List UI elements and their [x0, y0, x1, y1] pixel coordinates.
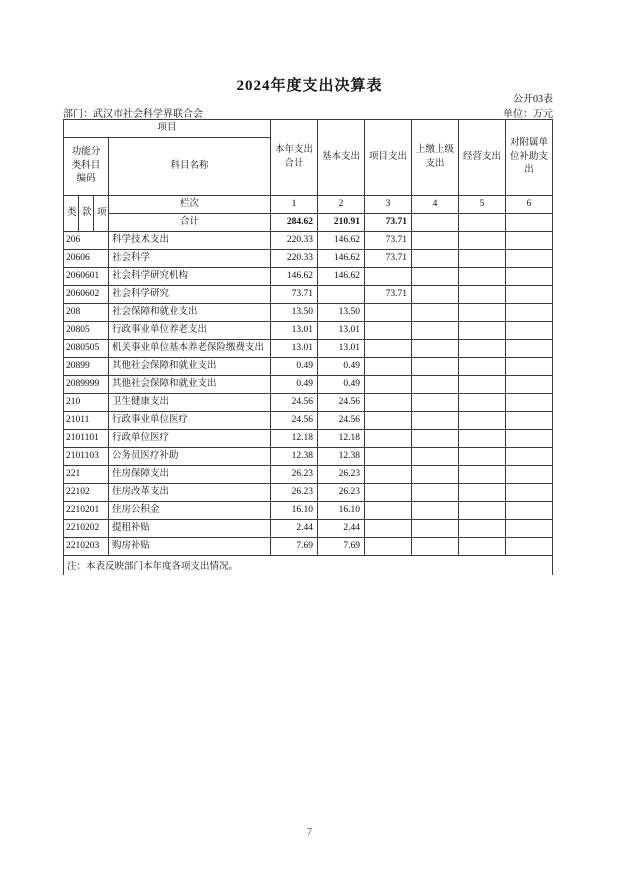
row-value: 13.01: [271, 340, 318, 358]
row-code: 20606: [64, 250, 109, 268]
table-row: [64, 358, 553, 376]
header-item: 项: [94, 196, 109, 232]
table-note: 注：本表反映部门本年度各项支出情况。: [63, 556, 553, 575]
row-subject-name: 住房公积金: [109, 502, 271, 520]
row-value: 146.62: [318, 232, 365, 250]
row-value: 73.71: [271, 286, 318, 304]
row-subject-name: 科学技术支出: [109, 232, 271, 250]
row-subject-name: 公务员医疗补助: [109, 448, 271, 466]
row-code: 2210201: [64, 502, 109, 520]
row-code: 210: [64, 394, 109, 412]
total-value-2: 210.91: [318, 214, 365, 232]
row-value: [506, 484, 553, 502]
column-index-4: 4: [412, 196, 459, 214]
row-value: [506, 268, 553, 286]
row-value: [459, 538, 506, 556]
row-code: 2060601: [64, 268, 109, 286]
total-value-1: 284.62: [271, 214, 318, 232]
row-value: [459, 376, 506, 394]
table-row: [64, 466, 553, 484]
row-value: [365, 448, 412, 466]
table-row: [64, 268, 553, 286]
table-code-label: 公开03表: [513, 94, 553, 105]
unit-label: 单位：万元: [503, 109, 553, 120]
row-value: [412, 232, 459, 250]
row-value: [412, 376, 459, 394]
row-value: 146.62: [318, 250, 365, 268]
header-col-basic: 基本支出: [318, 120, 365, 196]
row-code: 20899: [64, 358, 109, 376]
row-value: [506, 520, 553, 538]
row-subject-name: 社会科学研究机构: [109, 268, 271, 286]
row-code: 22102: [64, 484, 109, 502]
row-value: [412, 412, 459, 430]
header-row-project: [64, 120, 553, 138]
row-value: [365, 358, 412, 376]
row-value: [412, 322, 459, 340]
row-value: [412, 484, 459, 502]
row-value: [459, 430, 506, 448]
row-subject-name: 行政单位医疗: [109, 430, 271, 448]
row-code: 221: [64, 466, 109, 484]
row-value: 2.44: [318, 520, 365, 538]
row-value: [365, 520, 412, 538]
row-value: 0.49: [271, 358, 318, 376]
row-value: 24.56: [318, 412, 365, 430]
row-value: [506, 430, 553, 448]
header-lanci-label: 栏次: [109, 196, 271, 214]
table-row: [64, 286, 553, 304]
row-value: [365, 502, 412, 520]
row-value: [459, 250, 506, 268]
column-index-5: 5: [459, 196, 506, 214]
header-subject-name: 科目名称: [109, 138, 271, 196]
expenditure-table: [63, 119, 553, 556]
row-code: 20805: [64, 322, 109, 340]
row-value: [365, 412, 412, 430]
row-code: 2210202: [64, 520, 109, 538]
row-subject-name: 住房改革支出: [109, 484, 271, 502]
row-value: [459, 304, 506, 322]
row-value: [459, 322, 506, 340]
row-code: 2080505: [64, 340, 109, 358]
row-value: [506, 466, 553, 484]
table-row: [64, 448, 553, 466]
row-value: [459, 286, 506, 304]
row-value: 73.71: [365, 286, 412, 304]
row-value: [318, 286, 365, 304]
row-value: [506, 322, 553, 340]
row-value: [506, 412, 553, 430]
row-value: [506, 376, 553, 394]
row-subject-name: 机关事业单位基本养老保险缴费支出: [109, 340, 271, 358]
row-value: 26.23: [318, 466, 365, 484]
row-value: [365, 394, 412, 412]
row-value: 12.38: [318, 448, 365, 466]
row-value: 73.71: [365, 232, 412, 250]
table-row: [64, 340, 553, 358]
row-subject-name: 社会科学: [109, 250, 271, 268]
row-value: [506, 304, 553, 322]
row-code: 21011: [64, 412, 109, 430]
row-value: [459, 502, 506, 520]
row-value: [459, 340, 506, 358]
row-subject-name: 购房补贴: [109, 538, 271, 556]
total-row: [64, 214, 553, 232]
row-value: [459, 268, 506, 286]
department-label: 部门：武汉市社会科学界联合会: [63, 109, 203, 120]
row-value: [365, 322, 412, 340]
header-class: 类: [64, 196, 79, 232]
total-value-6: [506, 214, 553, 232]
meta-row: [63, 105, 553, 120]
row-value: [412, 268, 459, 286]
row-value: 7.69: [318, 538, 365, 556]
table-row: [64, 412, 553, 430]
column-index-1: 1: [271, 196, 318, 214]
row-value: [506, 448, 553, 466]
header-col-upper-level: 上缴上级支出: [412, 120, 459, 196]
row-value: [506, 358, 553, 376]
column-index-3: 3: [365, 196, 412, 214]
row-value: [365, 268, 412, 286]
row-subject-name: 住房保障支出: [109, 466, 271, 484]
table-row: [64, 430, 553, 448]
row-value: [506, 538, 553, 556]
row-value: [506, 250, 553, 268]
table-row: [64, 322, 553, 340]
row-value: 16.10: [318, 502, 365, 520]
row-value: [506, 502, 553, 520]
total-label: 合计: [109, 214, 271, 232]
row-value: 0.49: [271, 376, 318, 394]
row-value: 0.49: [318, 358, 365, 376]
row-value: 7.69: [271, 538, 318, 556]
row-value: 2.44: [271, 520, 318, 538]
page-title: 2024年度支出决算表: [236, 78, 383, 94]
row-subject-name: 社会科学研究: [109, 286, 271, 304]
row-value: [365, 340, 412, 358]
row-subject-name: 其他社会保障和就业支出: [109, 358, 271, 376]
row-code: 2089999: [64, 376, 109, 394]
row-value: 220.33: [271, 232, 318, 250]
row-value: [506, 286, 553, 304]
header-section: 款: [79, 196, 94, 232]
row-value: [412, 358, 459, 376]
row-value: 13.50: [318, 304, 365, 322]
row-value: 73.71: [365, 250, 412, 268]
row-subject-name: 行政事业单位医疗: [109, 412, 271, 430]
total-value-3: 73.71: [365, 214, 412, 232]
column-index-2: 2: [318, 196, 365, 214]
row-value: [365, 376, 412, 394]
row-value: 13.01: [318, 322, 365, 340]
row-subject-name: 卫生健康支出: [109, 394, 271, 412]
row-value: 12.18: [271, 430, 318, 448]
row-value: 13.01: [271, 322, 318, 340]
row-value: 24.56: [318, 394, 365, 412]
row-value: [506, 232, 553, 250]
row-value: 13.50: [271, 304, 318, 322]
row-subject-name: 其他社会保障和就业支出: [109, 376, 271, 394]
row-value: 0.49: [318, 376, 365, 394]
row-code: 206: [64, 232, 109, 250]
row-value: [365, 304, 412, 322]
header-func-code: 功能分类科目编码: [64, 138, 109, 196]
row-code: 2101101: [64, 430, 109, 448]
row-value: [412, 340, 459, 358]
row-value: [412, 430, 459, 448]
row-value: [365, 538, 412, 556]
row-code: 2210203: [64, 538, 109, 556]
total-value-5: [459, 214, 506, 232]
row-value: [459, 358, 506, 376]
table-row: [64, 394, 553, 412]
row-value: [459, 394, 506, 412]
table-wrap: [63, 119, 553, 575]
row-value: 12.18: [318, 430, 365, 448]
header-col-operating: 经营支出: [459, 120, 506, 196]
row-value: [459, 232, 506, 250]
row-value: [459, 466, 506, 484]
header-col-annual-total: 本年支出合计: [271, 120, 318, 196]
row-value: [459, 448, 506, 466]
table-row: [64, 304, 553, 322]
row-value: 24.56: [271, 394, 318, 412]
header-project: 项目: [64, 120, 271, 138]
total-value-4: [412, 214, 459, 232]
header-row-lanci: [64, 196, 553, 214]
row-value: 220.33: [271, 250, 318, 268]
table-row: [64, 250, 553, 268]
row-value: 13.01: [318, 340, 365, 358]
row-value: [412, 250, 459, 268]
table-row: [64, 376, 553, 394]
table-row: [64, 484, 553, 502]
table-row: [64, 520, 553, 538]
header-col-subsidy: 对附属单位补助支出: [506, 120, 553, 196]
row-value: 24.56: [271, 412, 318, 430]
row-value: 146.62: [271, 268, 318, 286]
row-code: 2060602: [64, 286, 109, 304]
row-code: 2101103: [64, 448, 109, 466]
table-row: [64, 538, 553, 556]
row-value: 26.23: [271, 466, 318, 484]
row-value: [365, 484, 412, 502]
row-value: [412, 286, 459, 304]
row-subject-name: 提租补贴: [109, 520, 271, 538]
row-value: [412, 394, 459, 412]
row-value: [412, 448, 459, 466]
row-value: [506, 394, 553, 412]
row-value: 146.62: [318, 268, 365, 286]
row-subject-name: 社会保障和就业支出: [109, 304, 271, 322]
row-value: [365, 466, 412, 484]
row-value: 26.23: [271, 484, 318, 502]
table-row: [64, 232, 553, 250]
row-value: [412, 466, 459, 484]
row-value: [365, 430, 412, 448]
row-value: [459, 520, 506, 538]
row-value: [412, 520, 459, 538]
header-col-project-exp: 项目支出: [365, 120, 412, 196]
row-value: [506, 340, 553, 358]
row-value: 26.23: [318, 484, 365, 502]
row-value: 12.38: [271, 448, 318, 466]
row-value: [459, 412, 506, 430]
table-row: [64, 502, 553, 520]
row-code: 208: [64, 304, 109, 322]
row-value: [412, 304, 459, 322]
column-index-6: 6: [506, 196, 553, 214]
row-value: [459, 484, 506, 502]
row-value: 16.10: [271, 502, 318, 520]
row-value: [412, 502, 459, 520]
row-subject-name: 行政事业单位养老支出: [109, 322, 271, 340]
row-value: [412, 538, 459, 556]
page-number: 7: [307, 827, 312, 838]
